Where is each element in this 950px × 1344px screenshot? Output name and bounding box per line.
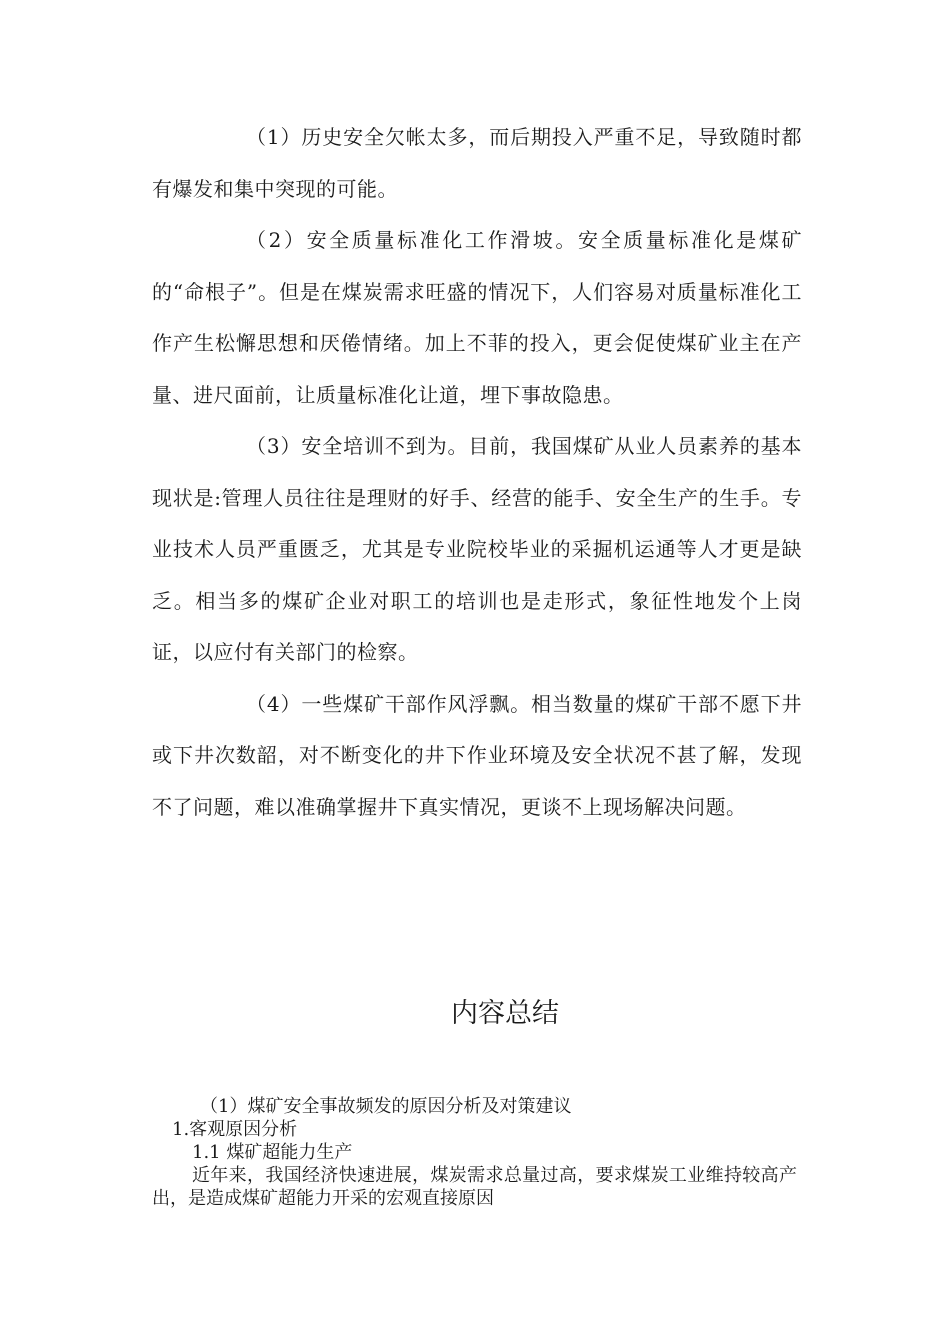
summary-line-3: 1.1 煤矿超能力生产 [192,1142,353,1163]
summary-line-4: 近年来，我国经济快速进展，煤炭需求总量过高，要求煤炭工业维持较高产出，是造成煤矿超能力开采的宏观直接原因 [152,1165,797,1209]
summary-line-1: （1）煤矿安全事故频发的原因分析及对策建议 [200,1096,572,1117]
paragraph-4: （4）一些煤矿干部作风浮飘。相当数量的煤矿干部不愿下井或下井次数韶，对不断变化的井下作业环境及安全状况不甚了解，发现不了问题，难以准确掌握井下真实情况，更谈不上现场解决问题。 [152,691,802,819]
summary-title: 内容总结 [451,998,559,1029]
summary-line-2: 1.客观原因分析 [172,1119,298,1140]
paragraph-2: （2）安全质量标准化工作滑坡。安全质量标准化是煤矿的“命根子”。但是在煤炭需求旺盛的情况下，人们容易对质量标准化工作产生松懈思想和厌倦情绪。加上不菲的投入，更会促使煤矿业主在产量、进尺面前，让质量标准化让道，埋下事故隐患。 [152,228,802,407]
body-text [152,112,802,833]
paragraph-1: （1）历史安全欠帐太多，而后期投入严重不足，导致随时都有爆发和集中突现的可能。 [152,125,802,201]
paragraph-3: （3）安全培训不到为。目前，我国煤矿从业人员素养的基本现状是:管理人员往往是理财的好手、经营的能手、安全生产的生手。专业技术人员严重匮乏，尤其是专业院校毕业的采掘机运通等人才更是缺乏。相当多的煤矿企业对职工的培训也是走形式，象征性地发个上岗证，以应付有关部门的检察。 [152,434,802,664]
summary-content [152,1095,797,1210]
